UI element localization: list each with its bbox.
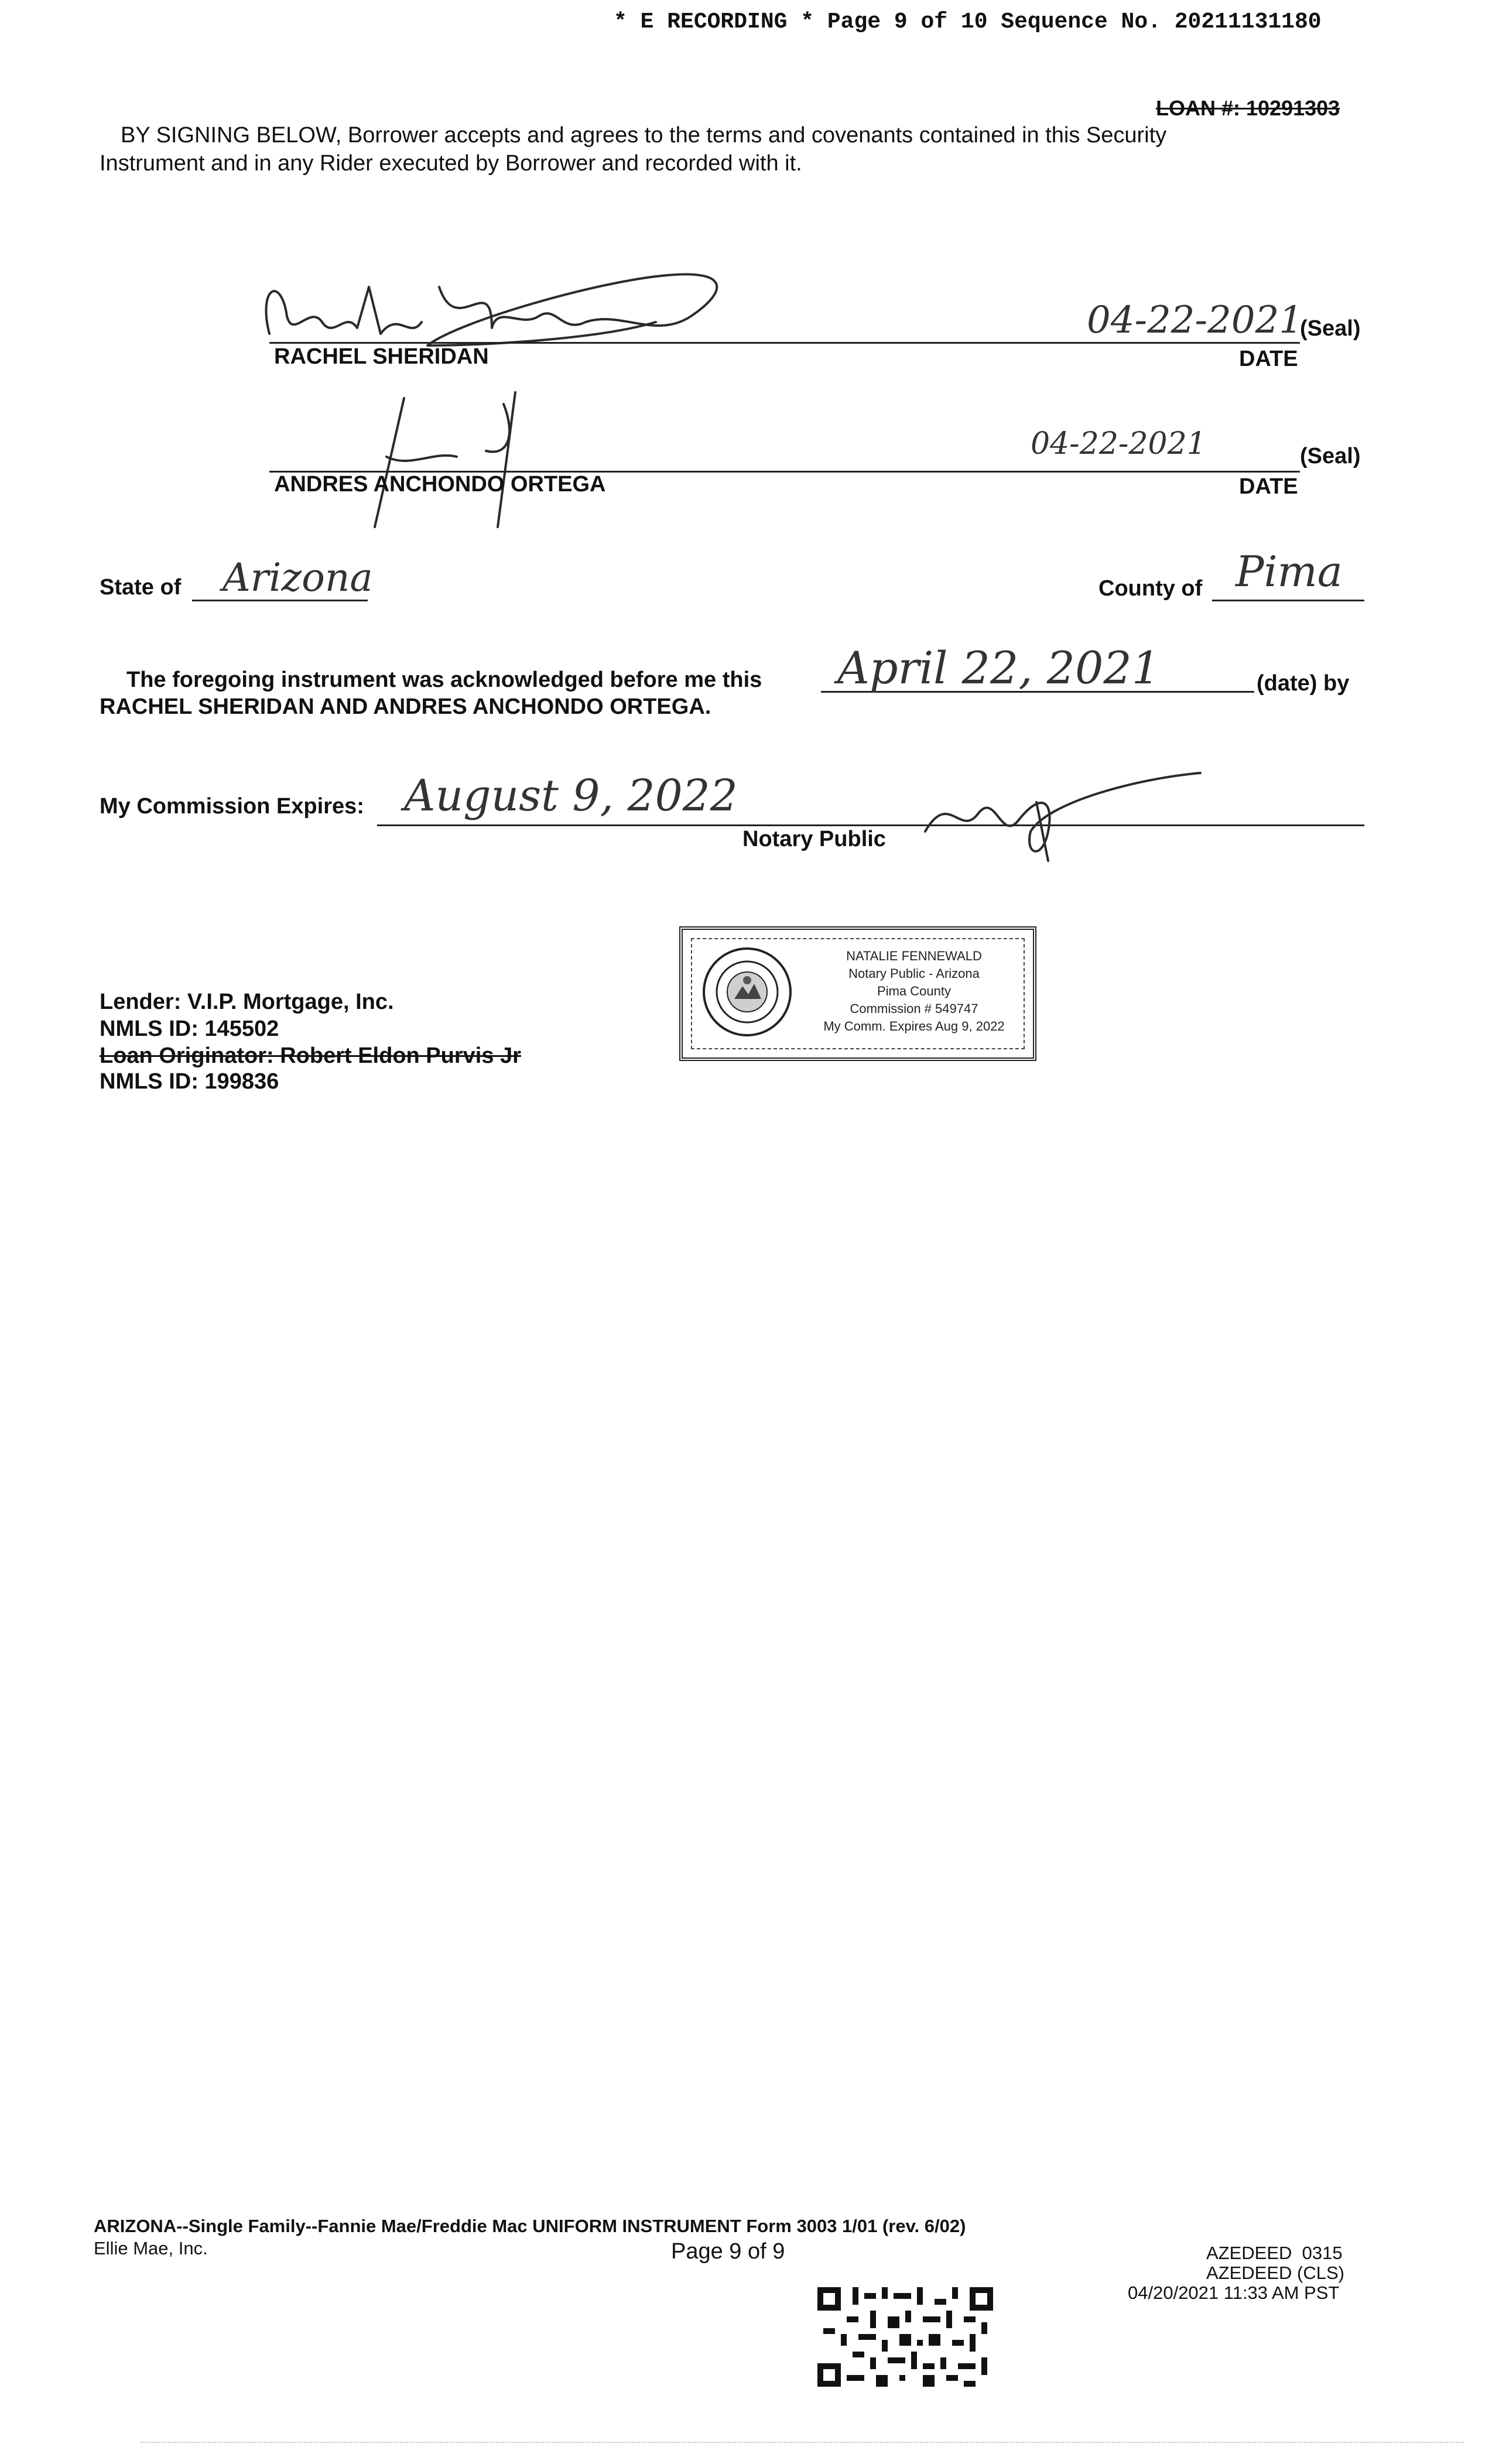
acknowledgement-date: April 22, 2021: [837, 642, 1161, 694]
borrower-2-name: ANDRES ANCHONDO ORTEGA: [274, 472, 606, 497]
acknowledgement-line-1: The foregoing instrument was acknowledged before me this: [126, 668, 762, 692]
borrower-2-handwritten-date: 04-22-2021: [1031, 426, 1206, 461]
state-seal-icon: [700, 945, 794, 1039]
scan-noise-divider: [141, 2442, 1464, 2450]
stamp-county: Pima County: [877, 984, 951, 998]
intro-line-1: BY SIGNING BELOW, Borrower accepts and agrees to the terms and covenants contained in this Security: [121, 123, 1167, 148]
loan-originator: Loan Originator: Robert Eldon Purvis Jr: [100, 1043, 521, 1068]
stamp-notary-name: NATALIE FENNEWALD: [846, 949, 982, 963]
stamp-commission: Commission # 549747: [850, 1001, 978, 1016]
lender-line: Lender: V.I.P. Mortgage, Inc.: [100, 990, 394, 1014]
notary-signature: [913, 767, 1206, 867]
acknowledgement-date-suffix: (date) by: [1257, 671, 1350, 696]
stamp-notary-title: Notary Public - Arizona: [848, 966, 980, 981]
page-number: Page 9 of 9: [671, 2239, 785, 2264]
form-code-2: AZEDEED (CLS): [1206, 2263, 1344, 2283]
borrower-2-signature: [340, 386, 574, 539]
borrower-1-date-label: DATE: [1239, 347, 1298, 371]
commission-label: My Commission Expires:: [100, 794, 364, 819]
originator-nmls: NMLS ID: 199836: [100, 1069, 279, 1094]
notary-stamp: [679, 926, 1036, 1061]
lender-nmls: NMLS ID: 145502: [100, 1017, 279, 1041]
recording-header: * E RECORDING * Page 9 of 10 Sequence No. 20211131180: [614, 9, 1322, 35]
barcode-icon: [817, 2287, 993, 2387]
loan-number: LOAN #: 10291303: [1156, 96, 1340, 120]
borrower-1-signature-line: [269, 342, 1300, 344]
form-code-1: AZEDEED 0315: [1206, 2243, 1343, 2263]
stamp-expiration: My Comm. Expires Aug 9, 2022: [823, 1019, 1005, 1033]
form-title: ARIZONA--Single Family--Fannie Mae/Freddie Mac UNIFORM INSTRUMENT Form 3003 1/01 (rev. 6/02): [94, 2216, 966, 2236]
acknowledgement-line-2: RACHEL SHERIDAN AND ANDRES ANCHONDO ORTEGA.: [100, 694, 711, 719]
borrower-1-handwritten-date: 04-22-2021: [1087, 299, 1303, 342]
county-line: [1212, 600, 1364, 601]
county-label: County of: [1098, 576, 1203, 601]
notary-public-label: Notary Public: [742, 827, 886, 851]
county-value: Pima: [1236, 547, 1343, 596]
commission-line: [377, 824, 1364, 826]
borrower-1-seal-label: (Seal): [1300, 316, 1361, 341]
intro-line-2: Instrument and in any Rider executed by Borrower and recorded with it.: [100, 151, 802, 176]
borrower-2-seal-label: (Seal): [1300, 444, 1361, 468]
form-vendor: Ellie Mae, Inc.: [94, 2238, 208, 2258]
commission-value: August 9, 2022: [404, 771, 738, 821]
state-value: Arizona: [223, 555, 373, 600]
borrower-1-name: RACHEL SHERIDAN: [274, 344, 489, 369]
form-timestamp: 04/20/2021 11:33 AM PST: [1128, 2282, 1340, 2303]
borrower-2-date-label: DATE: [1239, 474, 1298, 499]
state-label: State of: [100, 575, 182, 600]
